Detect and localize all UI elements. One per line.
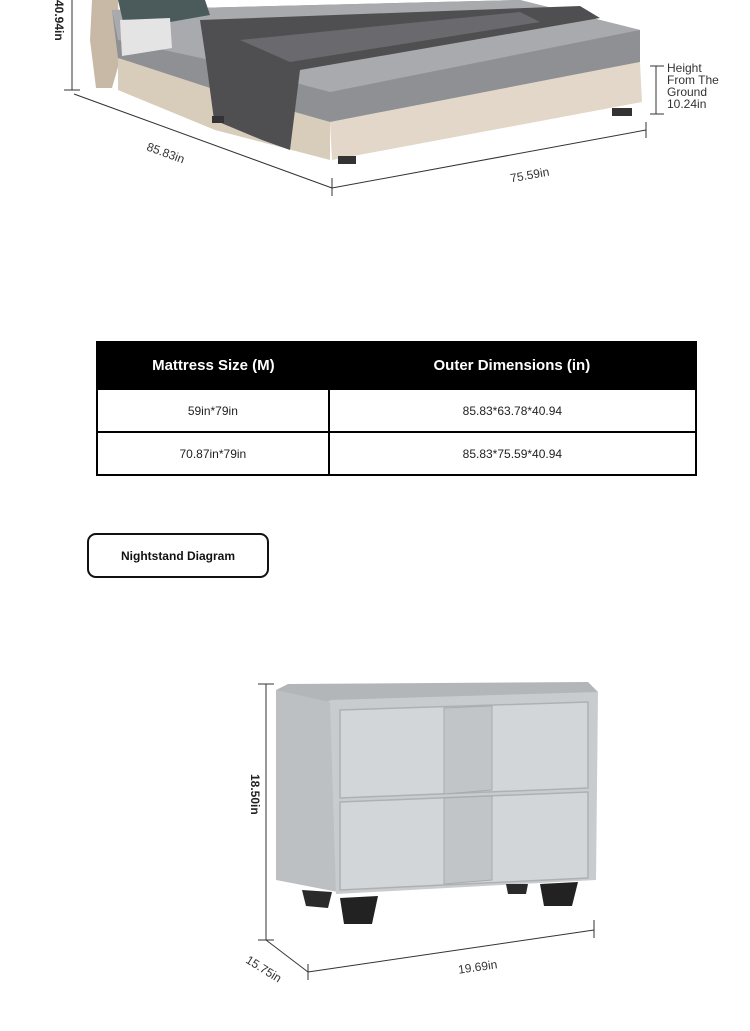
table-header-row — [97, 342, 696, 389]
table-cell: 59in*79in — [97, 389, 329, 432]
nightstand-diagram-title — [87, 533, 269, 578]
nightstand-depth-label: 15.75in — [243, 952, 285, 986]
table-row — [97, 432, 696, 475]
bed-leg — [338, 156, 356, 164]
table-cell: 85.83*75.59*40.94 — [329, 432, 696, 475]
nightstand-title-text: Nightstand Diagram — [120, 548, 235, 563]
bed-leg — [612, 108, 632, 116]
table-cell: 85.83*63.78*40.94 — [329, 389, 696, 432]
nightstand-side — [276, 690, 338, 892]
bed-width-label: 75.59in — [509, 164, 551, 186]
nightstand-width-line — [308, 930, 594, 972]
ground-height-label: Height From The Ground 10.24in — [667, 61, 719, 111]
bed-depth-label: 85.83in — [144, 139, 187, 167]
nightstand-drawer-bottom — [340, 792, 588, 890]
nightstand-front — [330, 692, 598, 894]
bed-height-label: 40.94in — [52, 0, 66, 41]
size-table — [96, 341, 697, 476]
nightstand-drawer-top — [340, 702, 588, 798]
table-header-outer: Outer Dimensions (in) — [329, 342, 696, 389]
nightstand-leg — [340, 896, 378, 924]
nightstand-leg — [302, 890, 332, 908]
nightstand-strap-top — [444, 706, 492, 794]
nightstand-leg — [506, 884, 528, 894]
table-header-mattress: Mattress Size (M) — [97, 342, 329, 389]
nightstand-strap-bottom — [444, 796, 492, 884]
nightstand-leg — [540, 882, 578, 906]
nightstand-height-label: 18.50in — [248, 774, 262, 815]
bed-illustration — [0, 0, 750, 230]
bed-leg — [212, 116, 224, 123]
nightstand-width-label: 19.69in — [457, 957, 499, 977]
table-row — [97, 389, 696, 432]
nightstand-top — [276, 682, 598, 702]
table-cell: 70.87in*79in — [97, 432, 329, 475]
